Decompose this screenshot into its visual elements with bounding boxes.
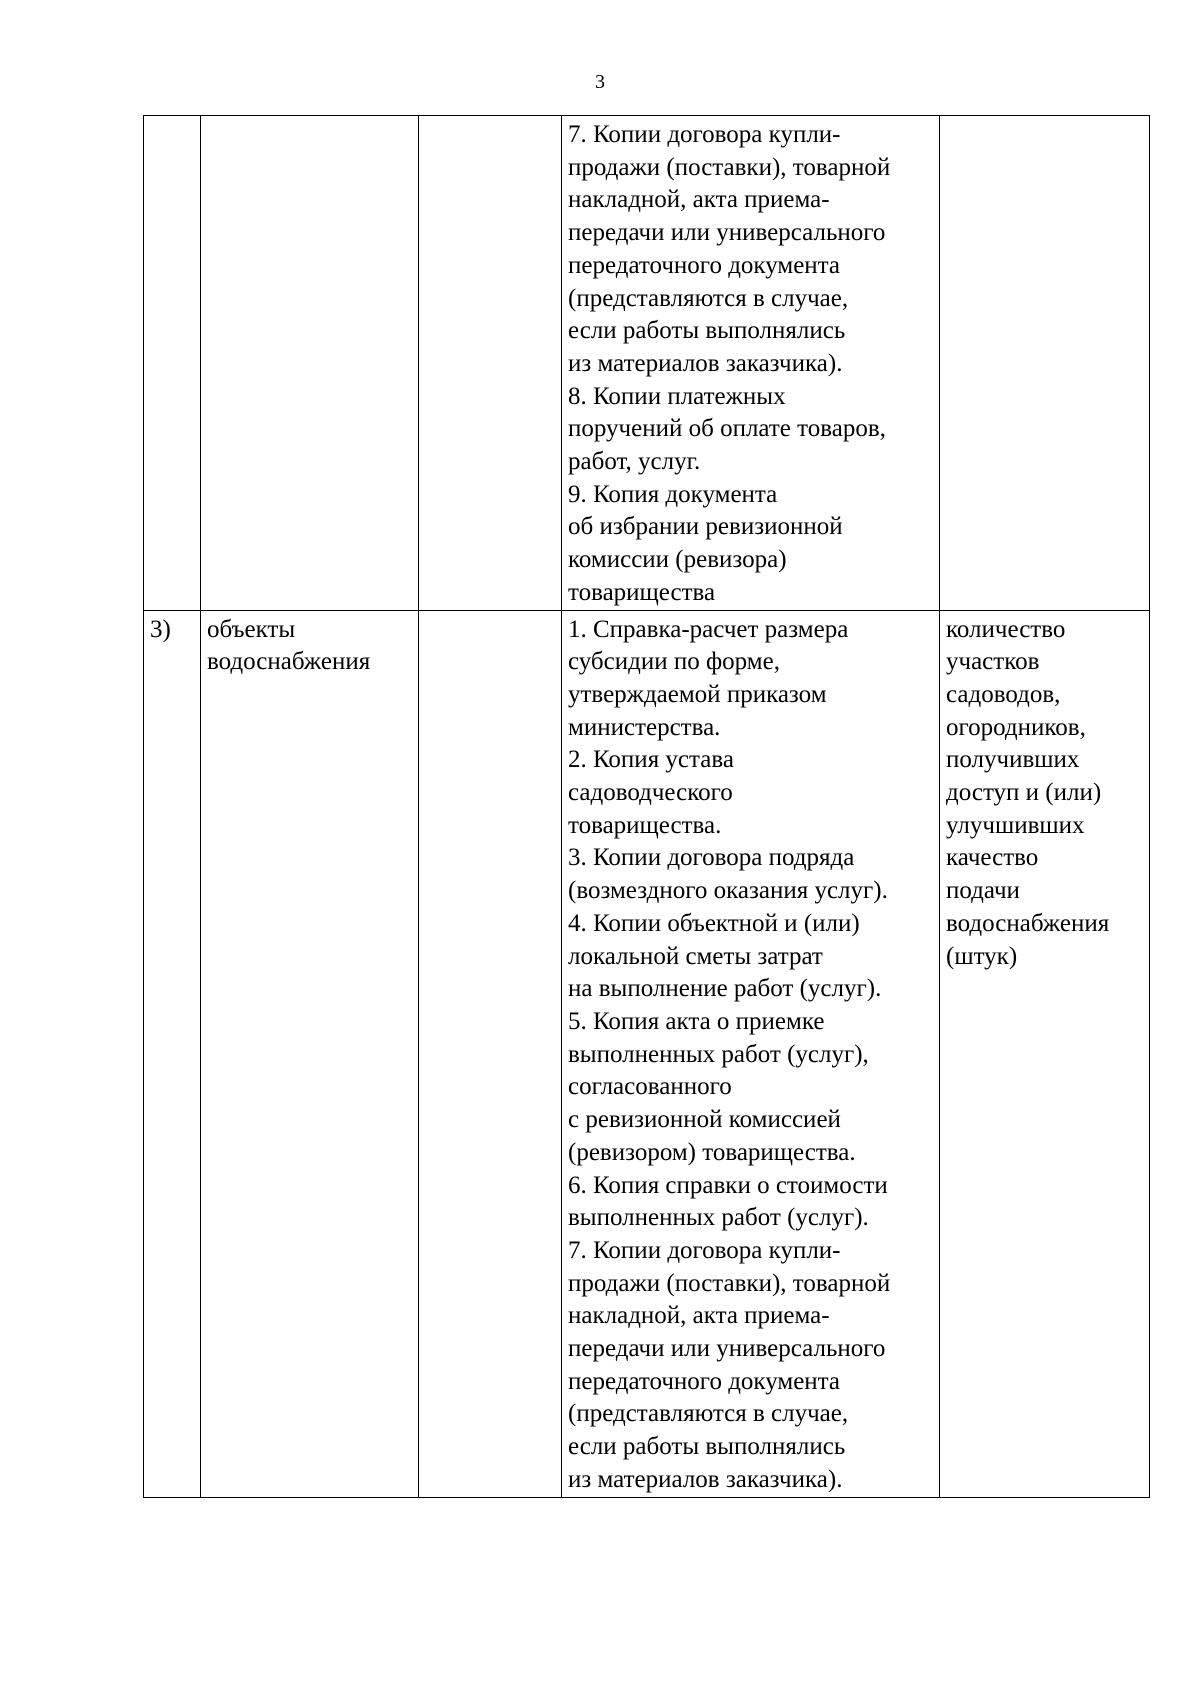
documents-cell xyxy=(562,116,940,611)
page-number: 3 xyxy=(595,71,605,93)
text-line: продажи (поставки), товарной xyxy=(568,1269,891,1297)
text-line: огородников, xyxy=(946,713,1086,741)
indicator-cell xyxy=(940,610,1150,1497)
text-line: садоводов, xyxy=(946,680,1061,708)
text-line: накладной, акта приема- xyxy=(568,1302,830,1330)
text-line: объекты xyxy=(207,615,296,643)
text-line: поручений об оплате товаров, xyxy=(568,415,886,443)
text-line: (возмездного оказания услуг). xyxy=(568,877,888,905)
text-line: субсидии по форме, xyxy=(568,648,780,676)
text-line: 6. Копия справки о стоимости xyxy=(568,1171,888,1199)
text-line: водоснабжения xyxy=(207,648,371,676)
text-line: 2. Копия устава xyxy=(568,746,734,774)
table-body xyxy=(144,116,1150,1498)
table-row xyxy=(144,116,1150,611)
row-number-cell xyxy=(144,116,201,611)
text-line: передачи или универсального xyxy=(568,1335,886,1363)
text-line: 8. Копии платежных xyxy=(568,382,786,410)
text-line: 7. Копии договора купли- xyxy=(568,121,841,148)
indicator-cell xyxy=(940,116,1150,611)
text-line: передаточного документа xyxy=(568,251,840,279)
text-line: участков xyxy=(946,648,1040,676)
text-line: улучшивших xyxy=(946,811,1085,839)
text-line: 7. Копии договора купли- xyxy=(568,1236,841,1264)
text-line: (штук) xyxy=(946,942,1018,970)
text-line: об избрании ревизионной xyxy=(568,513,843,541)
table-row xyxy=(144,610,1150,1497)
text-line: 9. Копия документа xyxy=(568,480,778,508)
blank-cell xyxy=(419,610,562,1497)
text-line: передачи или универсального xyxy=(568,219,886,247)
text-line: локальной сметы затрат xyxy=(568,942,823,970)
text-line: товарищества. xyxy=(568,811,722,839)
text-line: 1. Справка-расчет размера xyxy=(568,615,849,643)
text-line: получивших xyxy=(946,746,1080,774)
text-line: продажи (поставки), товарной xyxy=(568,153,891,181)
text-line: выполненных работ (услуг), xyxy=(568,1040,869,1068)
object-cell xyxy=(201,610,419,1497)
text-line: из материалов заказчика). xyxy=(568,349,843,377)
text-line: садоводческого xyxy=(568,779,733,807)
text-line: из материалов заказчика). xyxy=(568,1465,843,1493)
text-line: количество xyxy=(946,615,1066,643)
text-line: 4. Копии объектной и (или) xyxy=(568,909,860,937)
row-number: 3) xyxy=(150,615,171,643)
text-line: выполненных работ (услуг). xyxy=(568,1204,869,1232)
text-line: (ревизором) товарищества. xyxy=(568,1138,856,1166)
text-line: работ, услуг. xyxy=(568,448,701,476)
text-line: товарищества xyxy=(568,578,716,606)
blank-cell xyxy=(419,116,562,611)
text-line: подачи xyxy=(946,877,1020,905)
text-line: согласованного xyxy=(568,1073,732,1101)
text-line: министерства. xyxy=(568,713,721,741)
text-line: если работы выполнялись xyxy=(568,317,846,345)
requirements-table xyxy=(143,115,1150,1498)
text-line: если работы выполнялись xyxy=(568,1433,846,1461)
text-line: 3. Копии договора подряда xyxy=(568,844,855,872)
text-line: передаточного документа xyxy=(568,1367,840,1395)
object-cell xyxy=(201,116,419,611)
text-line: на выполнение работ (услуг). xyxy=(568,975,882,1003)
text-line: 5. Копия акта о приемке xyxy=(568,1007,825,1035)
documents-cell xyxy=(562,610,940,1497)
row-number-cell xyxy=(144,610,201,1497)
text-line: водоснабжения xyxy=(946,909,1110,937)
text-line: качество xyxy=(946,844,1039,872)
text-line: утверждаемой приказом xyxy=(568,680,827,708)
text-line: комиссии (ревизора) xyxy=(568,546,787,574)
text-line: (представляются в случае, xyxy=(568,1400,849,1428)
text-line: с ревизионной комиссией xyxy=(568,1106,841,1134)
text-line: накладной, акта приема- xyxy=(568,186,830,214)
text-line: доступ и (или) xyxy=(946,779,1102,807)
text-line: (представляются в случае, xyxy=(568,284,849,312)
